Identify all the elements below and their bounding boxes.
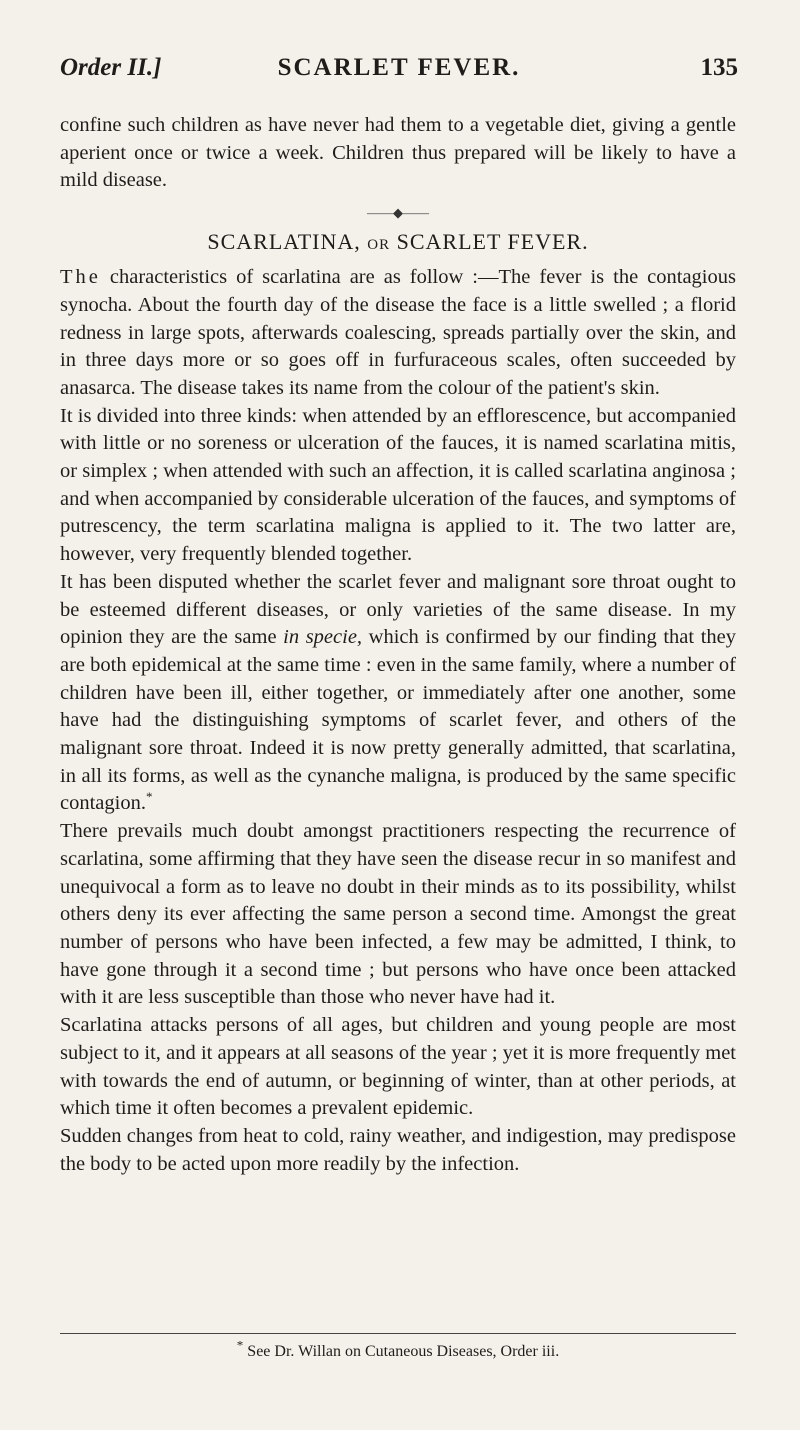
footnote-reference: * (145, 789, 153, 805)
intro-paragraph: confine such children as have never had them to a vegetable diet, giving a gentle aperient once or twice a week. Children thus prepared will be likely to have a mild disease. (60, 114, 736, 192)
page-number: 135 (700, 54, 738, 81)
main-text (60, 112, 736, 1178)
paragraph-disputed (60, 569, 736, 818)
paragraph-causes: Sudden changes from heat to cold, rainy weather, and indigestion, may predispose the body to be acted upon more readily by the infection. (60, 1124, 736, 1175)
section-ornament: ——◆—— (367, 205, 429, 221)
section-title-or: OR (367, 237, 391, 254)
footnote-mark: * (236, 1337, 244, 1353)
section-heading (60, 225, 736, 262)
paragraph-disputed-a: It has been disputed whether the scarlet fever and malignant sore throat ought to be esteemed different diseases, or only varieties of the same disease. In my opinion they are the same (60, 570, 736, 649)
paragraph-disputed-b: which is confirmed by our finding that they are both epidemical at the same time : even in the same family, where a number of children have been ill, either together, or immediately after one another, some have had the distinguishing symptoms of scarlet fever, and others of the malignant sore throat. Indeed it is now pretty generally admitted, that scarlatina, in all its forms, as well as the cynanche maligna, is produced by the same specific contagion. (60, 626, 736, 815)
footnote-text: See Dr. Willan on Cutaneous Diseases, Order iii. (243, 1343, 560, 1360)
section-title-main: SCARLATINA, (207, 229, 361, 255)
lead-word: The (60, 266, 101, 289)
header-title: SCARLET FEVER. (277, 54, 521, 81)
paragraph-recurrence: There prevails much doubt amongst practitioners respecting the recurrence of scarlatina, some affirming that they have seen the disease recur in so manifest and unequivocal a form as to leave no doubt in their minds as to its possibility, whilst others deny its ever affecting the same person a second time. Amongst the great number of persons who have been infected, a few may be admitted, I think, to have gone through it a second time ; but persons who have once been attacked with it are less susceptible than those who never have had it. (60, 820, 736, 1009)
header-order-label: Order II.] (60, 54, 162, 81)
section-title-sub: SCARLET FEVER. (396, 229, 589, 255)
italic-term: in specie, (283, 626, 363, 649)
footnote-rule (60, 1333, 736, 1334)
paragraph-characteristics-text: characteristics of scarlatina are as follow :—The fever is the contagious synocha. About the fourth day of the disease the face is a little swelled ; a florid redness in large spots, afterwards coalescing, spreads partially over the skin, and in three days more or so goes off in furfuraceous scales, often succeeded by anasarca. The disease takes its name from the colour of the patient's skin. (60, 266, 736, 399)
footnote (60, 1337, 736, 1364)
paragraph-kinds: It is divided into three kinds: when attended by an efflorescence, but accompanied with little or no soreness or ulceration of the fauces, it is named scarlatina mitis, or simplex ; when attended with such an affection, it is called scarlatina anginosa ; and when accompanied by considerable ulceration of the fauces, and symptoms of putrescency, the term scarlatina maligna is applied to it. The two latter are, however, very frequently blended together. (60, 404, 736, 566)
running-header (60, 48, 738, 88)
paragraph-ages: Scarlatina attacks persons of all ages, but children and young people are most subject to it, and it appears at all seasons of the year ; yet it is more frequently met with towards the end of autumn, or beginning of winter, than at other periods, at which time it often becomes a prevalent epidemic. (60, 1014, 736, 1120)
paragraph-characteristics (60, 264, 736, 403)
